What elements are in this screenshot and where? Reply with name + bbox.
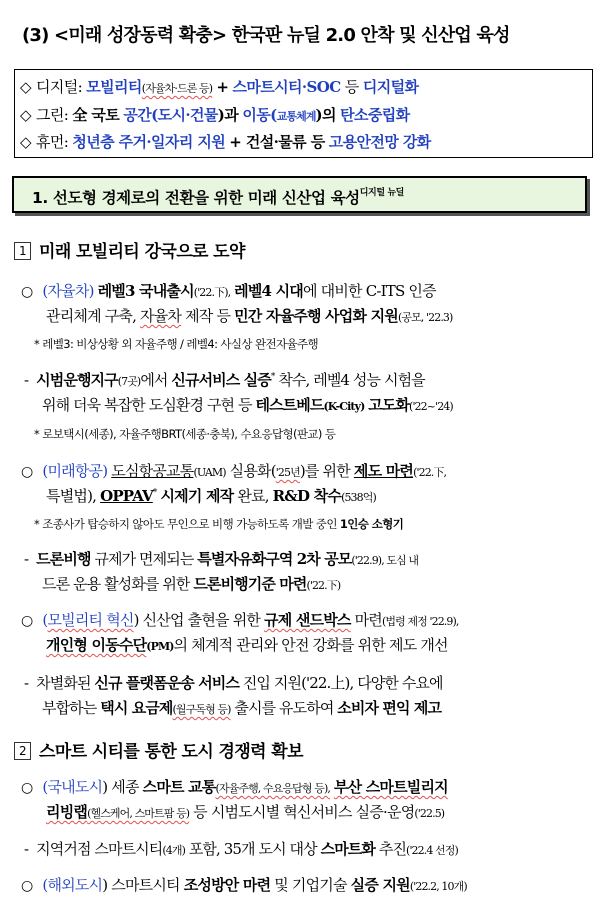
bullet-aviation-line1: ○ (미래항공) 도심항공교통(UAM) 실용화('25년)를 위한 제도 마련('22.下, [21, 462, 447, 480]
note-robotaxi: * 로보택시(세종), 자율주행BRT(세종·충북), 수요응답형(판교) 등 [34, 427, 336, 441]
bullet-mobility-line2: 개인형 이동수단(PM)의 체계적 관리와 안전 강화를 위한 제도 개선 [46, 636, 448, 654]
dash-platform-line2: 부합하는 택시 요금제(월구독형 등) 출시를 유도하여 소비자 편익 제고 [42, 699, 442, 717]
number-box-icon: 2 [14, 742, 31, 760]
dash-drone-line1: - 드론비행 규제가 면제되는 특별자유화구역 2차 공모('22.9), 도심 내 [24, 550, 419, 568]
note-autonomous-levels: * 레벨3: 비상상황 외 자율주행 / 레벨4: 사실상 완전자율주행 [34, 337, 319, 351]
diamond-icon: ◇ [20, 78, 31, 96]
dash-pilot-zone-line1: - 시범운행지구(7곳)에서 신규서비스 실증* 착수, 레벨4 성능 시험을 [24, 371, 425, 389]
section-tag: 디지털 뉴딜 [359, 188, 404, 198]
diamond-icon: ◇ [20, 133, 31, 151]
subsection-heading-1: 1 미래 모빌리티 강국으로 도약 [14, 237, 245, 262]
summary-human: ◇ 휴먼: 청년층 주거·일자리 지원 + 건설·물류 등 고용안전망 강화 [20, 133, 431, 151]
bullet-aviation-line2: 특별법), OPPAV* 시제기 제작 완료, R&D 착수(538억) [46, 487, 376, 505]
circle-bullet-icon: ○ [21, 464, 33, 480]
summary-digital: ◇ 디지털: 모빌리티(자율차·드론 등) + 스마트시티·SOC 등 디지털화 [20, 78, 419, 96]
dash-platform-line1: - 차별화된 신규 플랫폼운송 서비스 진입 지원('22.上), 다양한 수요에 [24, 674, 443, 692]
circle-bullet-icon: ○ [21, 878, 33, 894]
diamond-icon: ◇ [20, 106, 31, 124]
summary-box [14, 69, 593, 158]
dash-pilot-zone-line2: 위해 더욱 복잡한 도심환경 구현 등 테스트베드(K-City) 고도화('22~'24) [42, 396, 453, 414]
subsection-heading-2: 2 스마트 시티를 통한 도시 경쟁력 확보 [14, 737, 303, 762]
dash-regional-hub: - 지역거점 스마트시티(4개) 포함, 35개 도시 대상 스마트화 추진('22.4 선정) [24, 840, 458, 858]
bullet-domestic-city-line2: 리빙랩(헬스케어, 스마트팜 등) 등 시범도시별 혁신서비스 실증·운영('22.5) [46, 803, 445, 821]
bullet-domestic-city-line1: ○ (국내도시) 세종 스마트 교통(자율주행, 수요응답형 등), 부산 스마트빌리지 [21, 778, 448, 796]
note-oppav: * 조종사가 탑승하지 않아도 무인으로 비행 가능하도록 개발 중인 1인승 소형기 [34, 517, 404, 531]
bullet-autonomous-line1: ○ (자율차) 레벨3 국내출시('22.下), 레벨4 시대에 대비한 C-ITS 인증 [21, 282, 436, 300]
dash-bullet-icon: - [24, 550, 29, 568]
dash-drone-line2: 드론 운용 활성화를 위한 드론비행기준 마련('22.下) [42, 575, 341, 593]
dash-bullet-icon: - [24, 371, 29, 389]
dash-bullet-icon: - [24, 674, 29, 692]
bullet-mobility-line1: ○ (모빌리티 혁신) 신산업 출현을 위한 규제 샌드박스 마련(법령 제정 '22.9), [21, 611, 459, 629]
circle-bullet-icon: ○ [21, 780, 33, 796]
circle-bullet-icon: ○ [21, 613, 33, 629]
bullet-overseas-city: ○ (해외도시) 스마트시티 조성방안 마련 및 기업기술 실증 지원('22.2, 10개) [21, 876, 467, 894]
section-heading-box: 1. 선도형 경제로의 전환을 위한 미래 신산업 육성$^{디지털 뉴딜}$ [12, 176, 587, 213]
circle-bullet-icon: ○ [21, 284, 33, 300]
bullet-autonomous-line2: 관리체계 구축, 자율차 제작 등 민간 자율주행 사업화 지원(공모, '22.3) [46, 307, 453, 325]
number-box-icon: 1 [14, 242, 31, 260]
summary-green: ◇ 그린: 全 국토 공간(도시·건물)과 이동(교통체계)의 탄소중립화 [20, 106, 410, 124]
dash-bullet-icon: - [24, 840, 29, 858]
page-title: (3) <미래 성장동력 확충> 한국판 뉴딜 2.0 안착 및 신산업 육성 [22, 25, 510, 46]
